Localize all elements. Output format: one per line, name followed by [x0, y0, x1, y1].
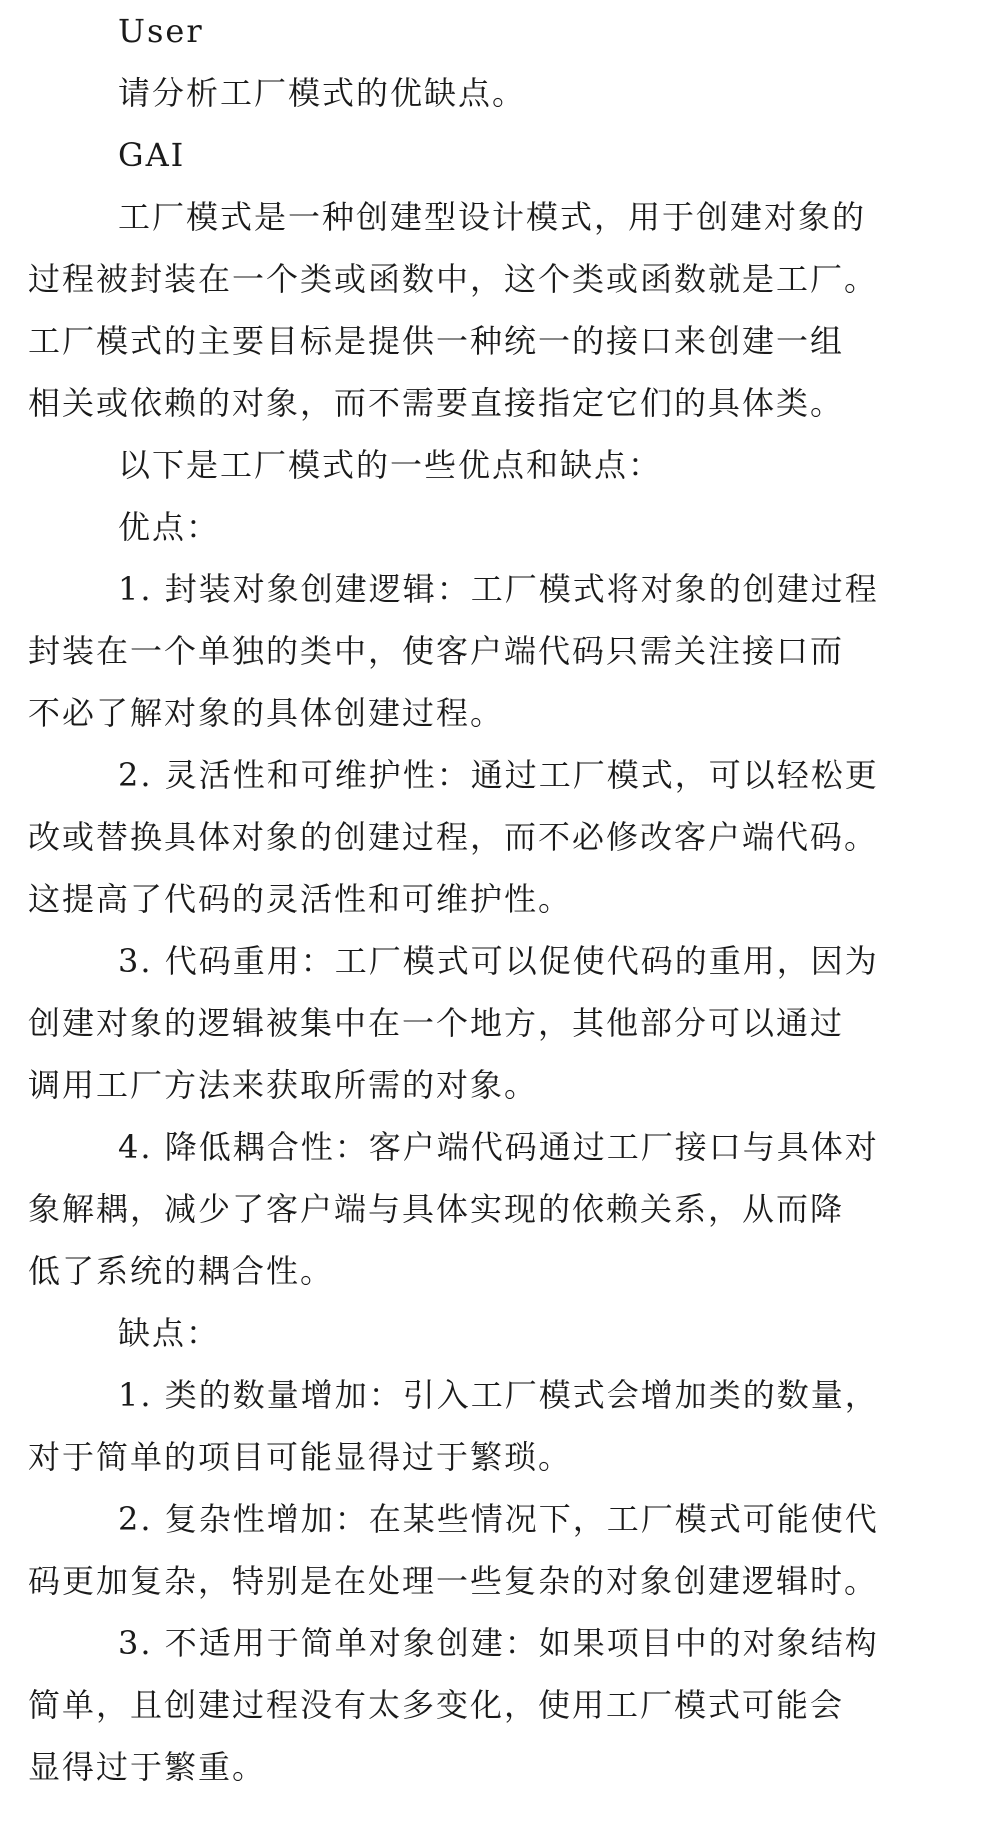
advantage-line: 调用工厂方法来获取所需的对象。: [28, 1066, 539, 1104]
intro-line: 过程被封装在一个类或函数中，这个类或函数就是工厂。: [28, 260, 879, 298]
advantage-item-2: [28, 744, 968, 930]
advantage-line: 象解耦，减少了客户端与具体实现的依赖关系，从而降: [28, 1190, 845, 1228]
disadvantage-line: 2. 复杂性增加：在某些情况下，工厂模式可能使代: [118, 1500, 879, 1538]
advantages-heading: 优点：: [118, 508, 221, 546]
document-page: [28, 0, 968, 1798]
disadvantage-line: 简单，且创建过程没有太多变化，使用工厂模式可能会: [28, 1686, 845, 1724]
intro-line: 工厂模式的主要目标是提供一种统一的接口来创建一组: [28, 322, 845, 360]
disadvantage-line: 码更加复杂，特别是在处理一些复杂的对象创建逻辑时。: [28, 1562, 879, 1600]
disadvantage-item-1: [28, 1364, 968, 1488]
advantage-line: 封装在一个单独的类中，使客户端代码只需关注接口而: [28, 632, 845, 670]
intro-line: 相关或依赖的对象，而不需要直接指定它们的具体类。: [28, 384, 845, 422]
disadvantage-item-3: [28, 1612, 968, 1798]
disadvantage-line: 3. 不适用于简单对象创建：如果项目中的对象结构: [118, 1624, 879, 1662]
advantage-line: 改或替换具体对象的创建过程，而不必修改客户端代码。: [28, 818, 879, 856]
advantage-line: 创建对象的逻辑被集中在一个地方，其他部分可以通过: [28, 1004, 845, 1042]
advantage-line: 不必了解对象的具体创建过程。: [28, 694, 505, 732]
advantage-line: 这提高了代码的灵活性和可维护性。: [28, 880, 573, 918]
user-prompt: 请分析工厂模式的优缺点。: [118, 74, 527, 112]
intro-paragraph: [28, 186, 968, 434]
list-intro: 以下是工厂模式的一些优点和缺点：: [118, 446, 663, 484]
advantage-item-4: [28, 1116, 968, 1302]
disadvantage-line: 显得过于繁重。: [28, 1748, 267, 1786]
advantage-line: 2. 灵活性和可维护性：通过工厂模式，可以轻松更: [118, 756, 879, 794]
advantage-line: 3. 代码重用：工厂模式可以促使代码的重用，因为: [118, 942, 879, 980]
speaker-user-label: User: [118, 12, 204, 50]
intro-line: 工厂模式是一种创建型设计模式，用于创建对象的: [118, 198, 867, 236]
disadvantages-heading: 缺点：: [118, 1314, 221, 1352]
disadvantage-line: 1. 类的数量增加：引入工厂模式会增加类的数量，: [118, 1376, 879, 1414]
advantage-item-3: [28, 930, 968, 1116]
advantage-line: 1. 封装对象创建逻辑：工厂模式将对象的创建过程: [118, 570, 879, 608]
disadvantage-line: 对于简单的项目可能显得过于繁琐。: [28, 1438, 573, 1476]
advantage-item-1: [28, 558, 968, 744]
advantage-line: 低了系统的耦合性。: [28, 1252, 335, 1290]
speaker-gai-label: GAI: [118, 136, 186, 174]
advantage-line: 4. 降低耦合性：客户端代码通过工厂接口与具体对: [118, 1128, 879, 1166]
disadvantage-item-2: [28, 1488, 968, 1612]
